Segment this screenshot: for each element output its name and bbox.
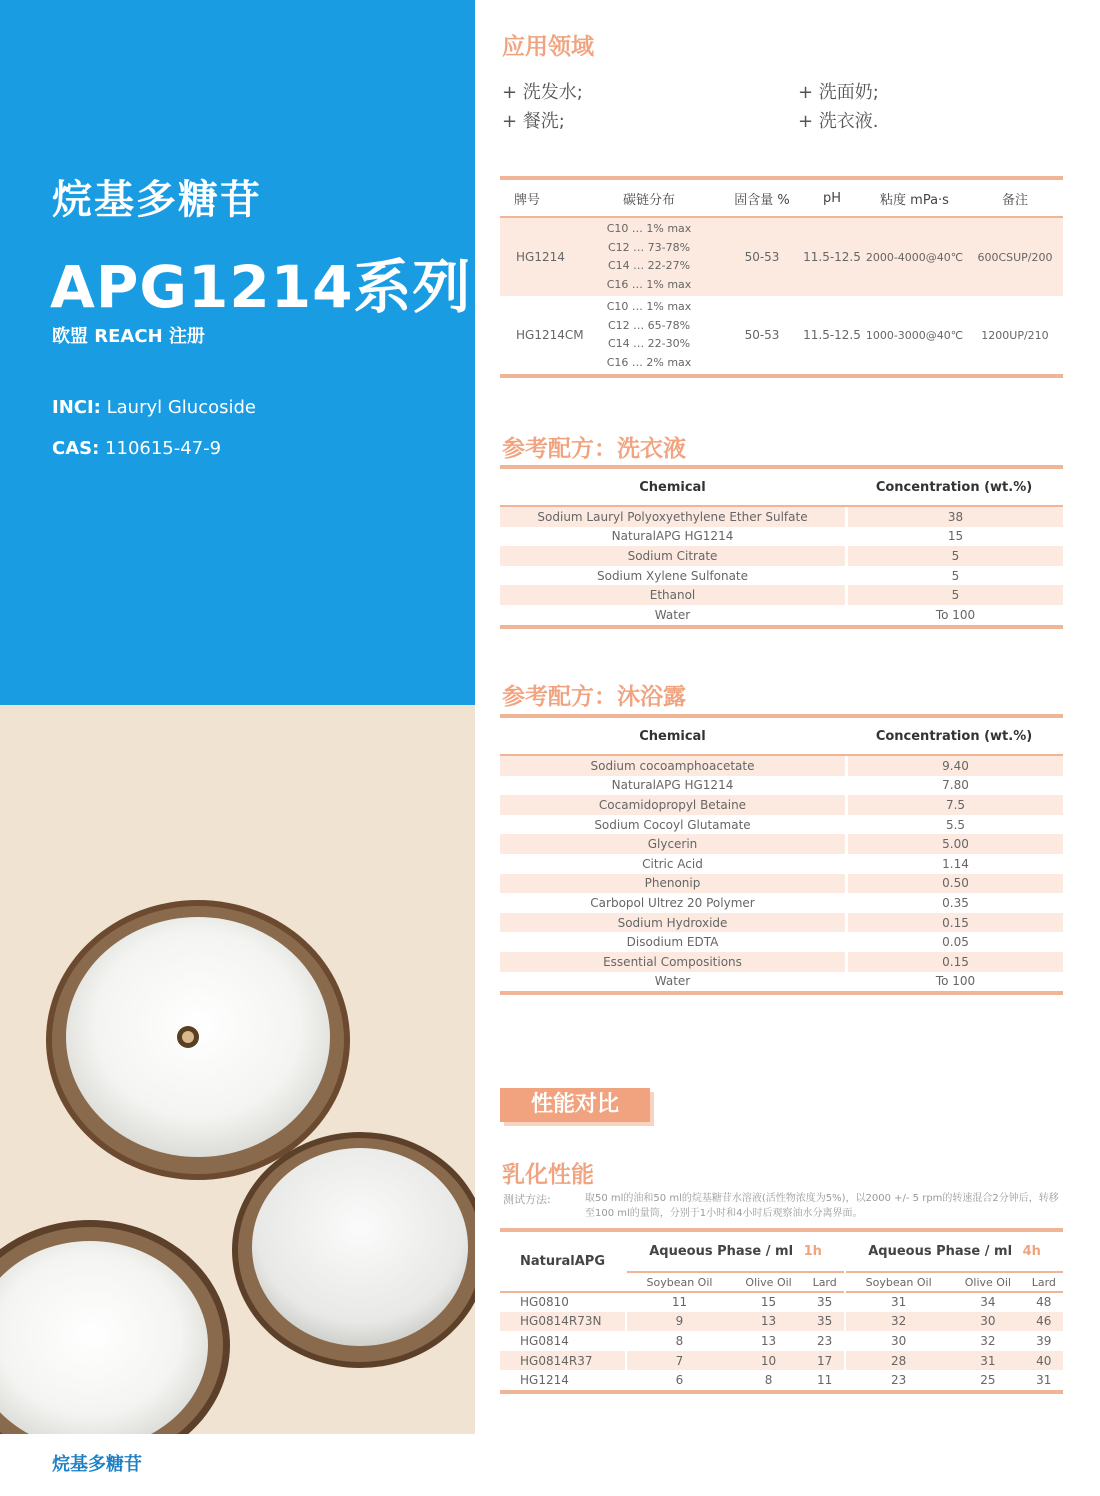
value-cell: 30	[980, 1314, 996, 1329]
spec-col-chains: 碳链分布	[622, 192, 675, 208]
chemical-cell: Glycerin	[647, 837, 698, 852]
concentration-cell: 5.5	[945, 817, 966, 832]
group-1h-label: 1h	[803, 1244, 822, 1259]
spec-solids: 50-53	[744, 328, 780, 342]
value-cell: 11	[626, 1292, 732, 1312]
table-row	[500, 1331, 1063, 1351]
value-cell: 23	[845, 1370, 951, 1390]
concentration-cell: 5	[951, 588, 960, 603]
hero-title-cn: 烷基多糖苷	[52, 177, 262, 223]
laundry-header-row	[500, 469, 1063, 505]
chain-line: C10 … 1% max	[606, 300, 692, 313]
chemical-cell: Disodium EDTA	[626, 935, 719, 950]
table-row	[500, 913, 1063, 933]
bodywash-header-row	[500, 718, 1063, 754]
table-row	[500, 585, 1063, 605]
emulsification-title: 乳化性能	[502, 1162, 594, 1188]
sub-header: Lard	[1031, 1275, 1056, 1289]
application-item: + 洗发水;	[502, 82, 583, 103]
concentration-cell: To 100	[935, 607, 976, 622]
hero-title-en: APG1214系列	[50, 253, 472, 321]
reach-label: 欧盟 REACH 注册	[52, 326, 205, 347]
value-cell: 7	[626, 1351, 732, 1371]
application-item: + 洗衣液.	[798, 111, 879, 132]
spec-note: 1200UP/210	[981, 328, 1049, 342]
value-cell: 35	[817, 1314, 833, 1329]
concentration-cell: 5.00	[942, 837, 969, 852]
coconut-photo	[0, 705, 475, 1434]
table-row	[500, 854, 1063, 874]
value-cell: 6	[626, 1370, 732, 1390]
chemical-cell: NaturalAPG HG1214	[611, 529, 734, 544]
concentration-cell: 15	[947, 529, 964, 544]
chemical-cell: Carbopol Ultrez 20 Polymer	[590, 895, 755, 910]
inci-line	[52, 397, 256, 418]
concentration-cell: 7.80	[942, 778, 969, 793]
chain-line: C14 … 22-30%	[607, 337, 691, 350]
spec-col-note: 备注	[1001, 192, 1028, 208]
value-cell: 15	[760, 1295, 777, 1310]
value-cell: 40	[1036, 1353, 1052, 1368]
value-cell: 11	[817, 1373, 833, 1388]
spec-col-grade: 牌号	[514, 192, 541, 208]
concentration-cell: 0.50	[942, 876, 969, 891]
chemical-cell: Phenonip	[644, 876, 701, 891]
table-row	[500, 893, 1063, 913]
inci-label: INCI:	[52, 397, 101, 418]
value-cell: 34	[980, 1295, 996, 1310]
value-cell: 32	[980, 1333, 996, 1348]
chemical-cell: Sodium Xylene Sulfonate	[596, 568, 749, 583]
chemical-cell: Citric Acid	[642, 856, 703, 871]
value-cell: 31	[845, 1292, 951, 1312]
col-chemical: Chemical	[639, 479, 706, 495]
value-cell: 25	[980, 1373, 996, 1388]
bodywash-rows	[500, 756, 1063, 991]
col-product: NaturalAPG	[500, 1232, 626, 1292]
value-cell: 46	[1036, 1314, 1052, 1329]
table-row	[500, 507, 1063, 527]
value-cell: 23	[817, 1333, 833, 1348]
value-cell: 30	[845, 1331, 951, 1351]
table-row	[500, 566, 1063, 586]
spec-ph: 11.5-12.5	[803, 250, 861, 264]
concentration-cell: 0.15	[942, 954, 969, 969]
table-row	[500, 756, 1063, 776]
concentration-cell: 9.40	[942, 758, 969, 773]
value-cell: 13	[760, 1314, 777, 1329]
chemical-cell: Sodium Cocoyl Glutamate	[594, 817, 751, 832]
method-label: 测试方法:	[503, 1193, 551, 1206]
table-row	[500, 1292, 1063, 1312]
group-4h-label: 4h	[1022, 1244, 1041, 1259]
application-item: + 洗面奶;	[798, 82, 879, 103]
group-1h	[626, 1232, 845, 1272]
performance-rows	[500, 1292, 1063, 1390]
spec-col-viscosity: 粘度 mPa·s	[880, 192, 949, 208]
value-cell: 10	[760, 1353, 777, 1368]
table-row	[500, 1351, 1063, 1371]
value-cell: 8	[626, 1331, 732, 1351]
product-cell: HG0814R37	[520, 1353, 593, 1368]
table-row	[500, 952, 1063, 972]
spec-chains	[576, 220, 722, 294]
product-cell: HG1214	[520, 1373, 569, 1388]
table-row	[500, 795, 1063, 815]
concentration-cell: 5	[951, 548, 960, 563]
table-row	[500, 834, 1063, 854]
concentration-cell: 0.15	[942, 915, 969, 930]
performance-table	[500, 1228, 1063, 1394]
col-concentration: Concentration (wt.%)	[875, 728, 1033, 744]
sub-header: Soybean Oil	[626, 1272, 732, 1292]
spec-grade: HG1214CM	[516, 328, 584, 342]
spec-col-ph: pH	[822, 190, 842, 206]
col-chemical: Chemical	[639, 728, 706, 744]
chain-line: C12 … 65-78%	[607, 318, 691, 332]
table-row	[500, 1312, 1063, 1332]
spec-row	[500, 218, 1063, 296]
chemical-cell: Essential Compositions	[603, 954, 742, 969]
table-row	[500, 546, 1063, 566]
value-cell: 48	[1036, 1295, 1052, 1310]
value-cell: 28	[845, 1351, 951, 1371]
cas-value: 110615-47-9	[105, 438, 222, 459]
chemical-cell: Sodium Hydroxide	[617, 915, 728, 930]
sub-header: Olive Oil	[745, 1275, 792, 1289]
chain-line: C10 … 1% max	[606, 222, 692, 235]
product-cell: HG0810	[520, 1295, 569, 1310]
concentration-cell: 0.05	[942, 935, 969, 950]
spec-col-solids: 固含量 %	[734, 192, 790, 208]
chain-line: C16 … 2% max	[606, 355, 692, 369]
laundry-title: 参考配方：洗衣液	[502, 436, 686, 462]
spec-chains	[576, 298, 722, 372]
value-cell: 17	[817, 1353, 833, 1368]
chemical-cell: Water	[654, 974, 691, 989]
applications-title: 应用领域	[502, 34, 594, 60]
inci-value: Lauryl Glucoside	[106, 397, 256, 418]
group-4h	[845, 1232, 1063, 1272]
value-cell: 39	[1036, 1333, 1052, 1348]
spec-table	[500, 176, 1063, 378]
sub-header: Soybean Oil	[845, 1272, 951, 1292]
chemical-cell: Ethanol	[649, 588, 696, 603]
col-concentration: Concentration (wt.%)	[875, 479, 1033, 495]
chain-line: C12 … 73-78%	[607, 240, 691, 254]
spec-solids: 50-53	[744, 250, 780, 264]
table-row	[500, 776, 1063, 796]
product-cell: HG0814	[520, 1333, 569, 1348]
concentration-cell: 1.14	[942, 856, 969, 871]
chemical-cell: Sodium Lauryl Polyoxyethylene Ether Sulfate	[537, 509, 808, 524]
sub-header: Olive Oil	[964, 1275, 1012, 1289]
table-row	[500, 932, 1063, 952]
laundry-table	[500, 465, 1063, 629]
coconut-illustration	[0, 705, 475, 1434]
concentration-cell: 5	[951, 568, 960, 583]
spec-note: 600CSUP/200	[977, 250, 1053, 264]
product-cell: HG0814R73N	[520, 1314, 602, 1329]
performance-grid	[500, 1232, 1063, 1390]
table-row	[500, 1370, 1063, 1390]
chemical-cell: NaturalAPG HG1214	[611, 778, 734, 793]
value-cell: 31	[980, 1353, 996, 1368]
concentration-cell: To 100	[935, 974, 976, 989]
group-label: Aqueous Phase / ml	[868, 1244, 1013, 1259]
concentration-cell: 0.35	[942, 895, 969, 910]
concentration-cell: 38	[947, 509, 964, 524]
sub-header: Lard	[812, 1275, 837, 1289]
spec-ph: 11.5-12.5	[803, 328, 861, 342]
value-cell: 9	[626, 1312, 732, 1332]
performance-badge: 性能对比	[500, 1088, 650, 1122]
spec-grade: HG1214	[516, 250, 565, 264]
chemical-cell: Cocamidopropyl Betaine	[598, 797, 747, 812]
table-row	[500, 972, 1063, 992]
spec-viscosity: 2000-4000@40℃	[865, 250, 964, 264]
bodywash-title: 参考配方：沐浴露	[502, 684, 686, 710]
value-cell: 35	[817, 1295, 833, 1310]
value-cell: 13	[760, 1333, 777, 1348]
chain-line: C14 … 22-27%	[607, 259, 691, 272]
cas-line	[52, 438, 221, 459]
chain-line: C16 … 1% max	[606, 277, 692, 291]
table-row	[500, 527, 1063, 547]
value-cell: 31	[1036, 1373, 1052, 1388]
table-row	[500, 605, 1063, 625]
value-cell: 8	[764, 1373, 773, 1388]
spec-header-row	[500, 180, 1063, 216]
cas-label: CAS:	[52, 438, 100, 459]
laundry-rows	[500, 507, 1063, 625]
footer-title: 烷基多糖苷	[52, 1454, 142, 1475]
group-label: Aqueous Phase / ml	[649, 1244, 794, 1259]
table-row	[500, 874, 1063, 894]
value-cell: 32	[845, 1312, 951, 1332]
chemical-cell: Sodium cocoamphoacetate	[590, 758, 755, 773]
spec-viscosity: 1000-3000@40℃	[865, 328, 964, 342]
concentration-cell: 7.5	[945, 797, 966, 812]
application-item: + 餐洗;	[502, 111, 565, 132]
table-row	[500, 815, 1063, 835]
spec-row	[500, 296, 1063, 374]
hero-panel	[0, 0, 475, 705]
bodywash-table	[500, 714, 1063, 995]
chemical-cell: Water	[654, 607, 691, 622]
chemical-cell: Sodium Citrate	[627, 548, 718, 563]
method-text: 取50 ml的油和50 ml的烷基糖苷水溶液(活性物浓度为5%)，以2000 +/- 5 rpm的转速混合2分钟后，转移至100 ml的量筒，分别于1小时和4小时后观察油水分离界面。	[585, 1193, 1059, 1219]
